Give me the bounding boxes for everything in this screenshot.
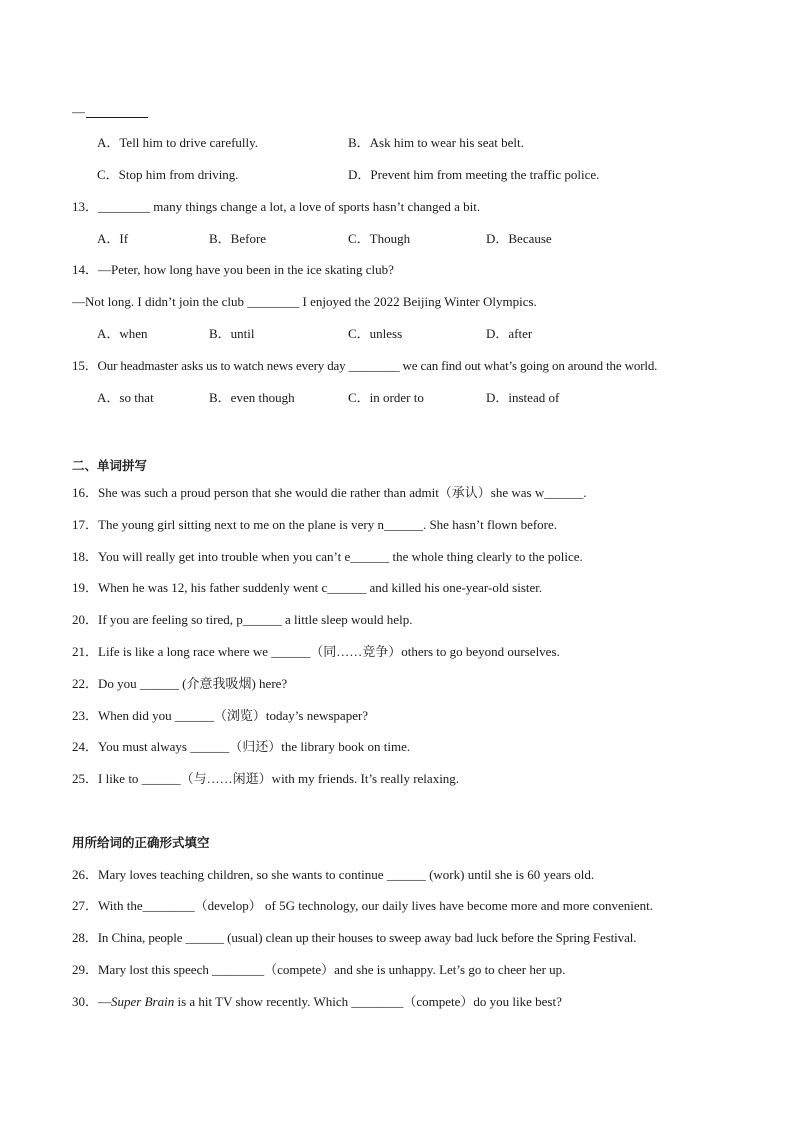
show-title: Super Brain — [111, 994, 175, 1009]
q12-option-d: D．Prevent him from meeting the traffic police. — [348, 167, 600, 182]
q14-option-c: C．unless — [348, 326, 403, 341]
q14-option-b: B．until — [209, 326, 255, 341]
question-30 — [72, 994, 562, 1010]
question-16: 16．She was such a proud person that she would die rather than admit（承认）she was w______. — [72, 485, 587, 500]
question-20: 20．If you are feeling so tired, p______ a little sleep would help. — [72, 612, 413, 627]
question-23: 23．When did you ______（浏览）today’s newspaper? — [72, 708, 369, 723]
question-30-text: is a hit TV show recently. Which ________（compete）do you like best? — [174, 994, 562, 1009]
q14-option-a: A．when — [97, 326, 148, 341]
question-26: 26．Mary loves teaching children, so she wants to continue ______ (work) until she is 60 years old. — [72, 867, 595, 882]
section-heading-word-forms: 用所给词的正确形式填空 — [72, 835, 210, 850]
q13-option-b: B．Before — [209, 231, 267, 246]
section-heading-spelling: 二、单词拼写 — [72, 458, 148, 473]
answer-dash: — — [72, 104, 85, 119]
q15-option-d: D．instead of — [486, 390, 560, 405]
q15-option-a: A．so that — [97, 390, 154, 405]
question-28: 28．In China, people ______ (usual) clean up their houses to sweep away bad luck before the Spring Festival. — [72, 930, 637, 945]
question-29: 29．Mary lost this speech ________（compete）and she is unhappy. Let’s go to cheer her up. — [72, 962, 566, 977]
question-30-prefix: 30．— — [72, 994, 112, 1009]
question-17: 17．The young girl sitting next to me on the plane is very n______. She hasn’t flown before. — [72, 517, 558, 532]
answer-blank — [86, 117, 148, 118]
q15-option-c: C．in order to — [348, 390, 424, 405]
q13-option-c: C．Though — [348, 231, 411, 246]
question-15: 15．Our headmaster asks us to watch news every day ________ we can find out what’s going on around the world. — [72, 358, 658, 373]
question-14: 14．—Peter, how long have you been in the ice skating club? — [72, 262, 394, 277]
question-18: 18．You will really get into trouble when you can’t e______ the whole thing clearly to the police. — [72, 549, 583, 564]
question-27: 27．With the________（develop） of 5G technology, our daily lives have become more and more convenient. — [72, 898, 653, 913]
q13-option-a: A．If — [97, 231, 129, 246]
question-24: 24．You must always ______（归还）the library book on time. — [72, 739, 411, 754]
q12-option-b: B．Ask him to wear his seat belt. — [348, 135, 524, 150]
q12-option-c: C．Stop him from driving. — [97, 167, 239, 182]
q13-option-d: D．Because — [486, 231, 552, 246]
question-19: 19．When he was 12, his father suddenly went c______ and killed his one-year-old sister. — [72, 580, 543, 595]
q12-option-a: A．Tell him to drive carefully. — [97, 135, 259, 150]
question-21: 21．Life is like a long race where we ______（同……竞争）others to go beyond ourselves. — [72, 644, 560, 659]
question-25: 25．I like to ______（与……闲逛）with my friends. It’s really relaxing. — [72, 771, 460, 786]
question-14-response: —Not long. I didn’t join the club ________ I enjoyed the 2022 Beijing Winter Olympics. — [72, 294, 537, 309]
q15-option-b: B．even though — [209, 390, 295, 405]
question-22: 22．Do you ______ (介意我吸烟) here? — [72, 676, 288, 691]
question-13: 13．________ many things change a lot, a love of sports hasn’t changed a bit. — [72, 199, 481, 214]
q14-option-d: D．after — [486, 326, 533, 341]
